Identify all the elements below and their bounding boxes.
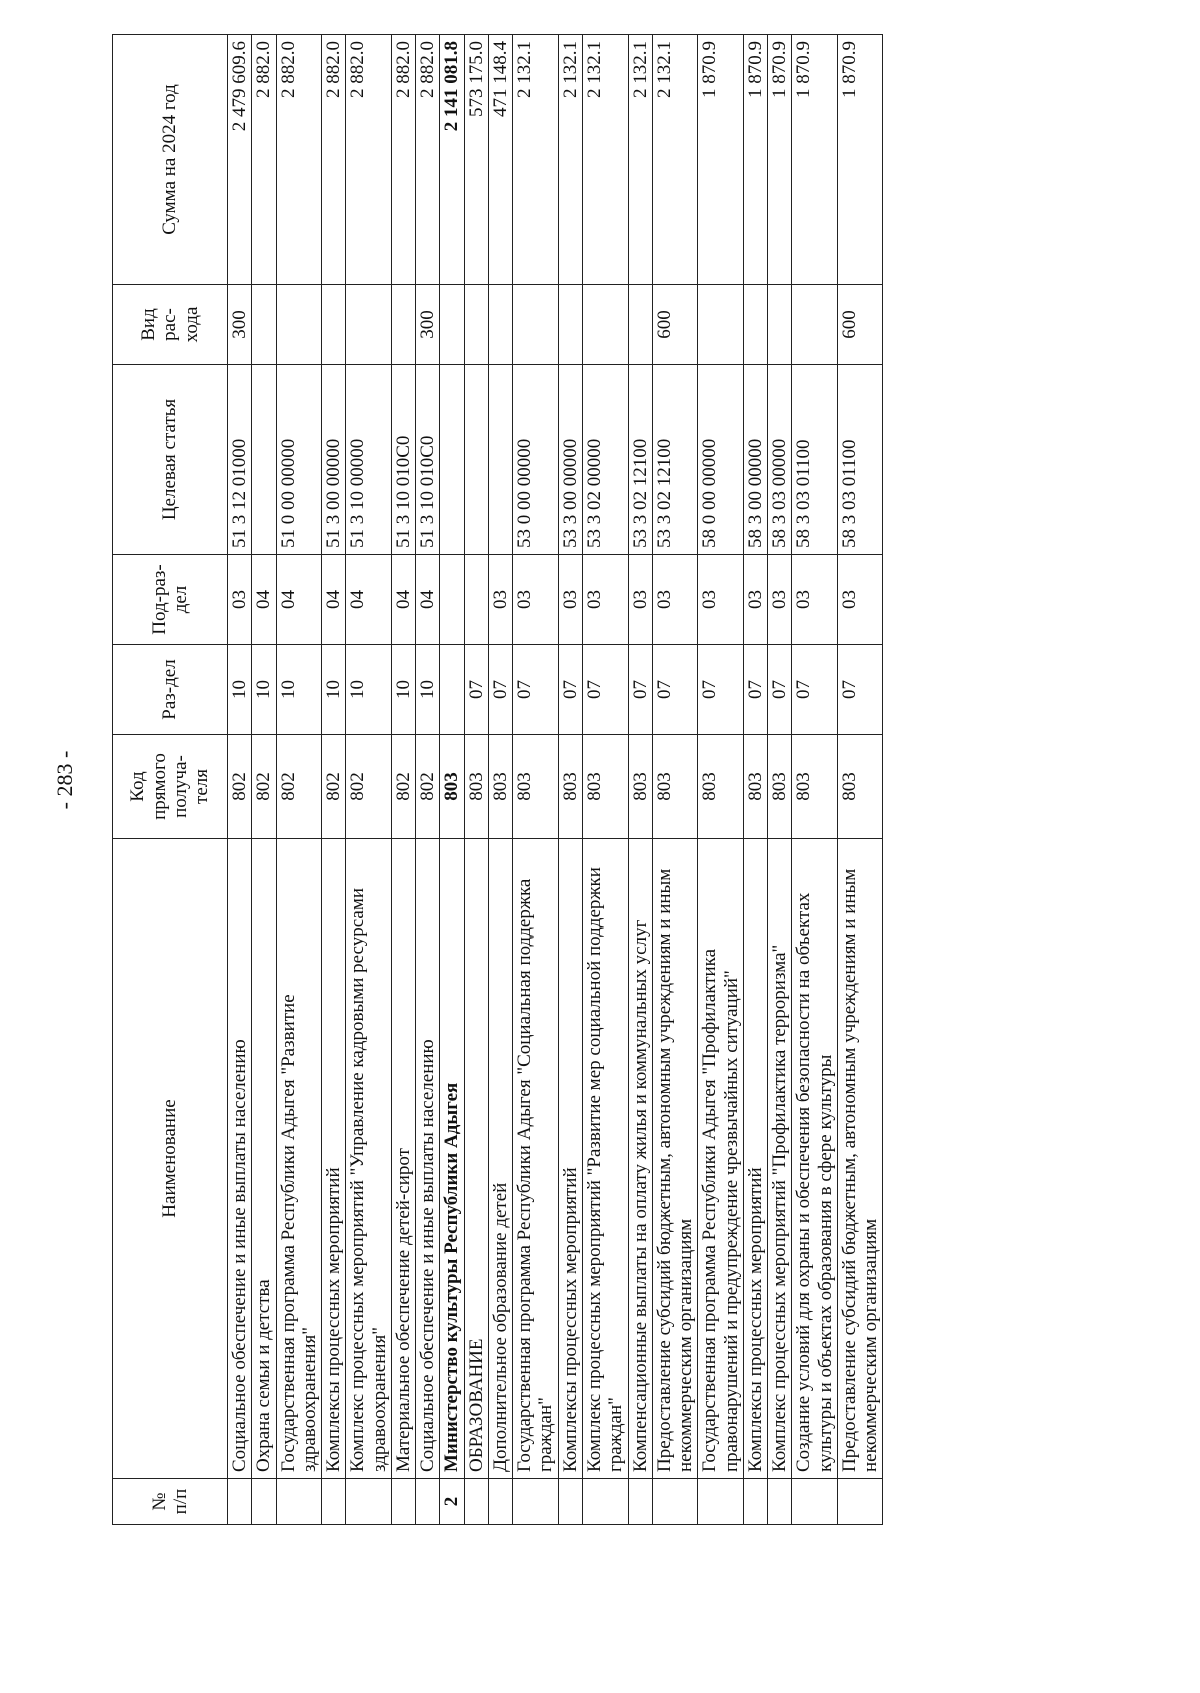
table-row: [792, 35, 838, 1525]
cell-podrazdel: 03: [792, 555, 838, 645]
cell-podrazdel: 04: [391, 555, 415, 645]
cell-podrazdel: [440, 555, 464, 645]
cell-vid: 600: [837, 285, 883, 365]
cell-sum: 2 132.1: [513, 35, 559, 285]
table-row: [346, 35, 392, 1525]
cell-num: [276, 1479, 322, 1525]
table-row: [228, 35, 252, 1525]
cell-code: 802: [322, 735, 346, 839]
cell-razdel: 10: [276, 645, 322, 735]
cell-code: 803: [698, 735, 744, 839]
cell-razdel: 07: [513, 645, 559, 735]
cell-vid: [628, 285, 652, 365]
table-row: [743, 35, 767, 1525]
cell-podrazdel: 04: [416, 555, 440, 645]
cell-name: Дополнительное образование детей: [488, 839, 512, 1479]
cell-podrazdel: 03: [582, 555, 628, 645]
cell-num: [768, 1479, 792, 1525]
cell-vid: [464, 285, 488, 365]
cell-sum: 1 870.9: [743, 35, 767, 285]
cell-num: [792, 1479, 838, 1525]
cell-vid: 300: [416, 285, 440, 365]
cell-article: 53 3 00 00000: [558, 365, 582, 555]
table-row: [698, 35, 744, 1525]
cell-article: 53 3 02 00000: [582, 365, 628, 555]
cell-razdel: 07: [792, 645, 838, 735]
cell-razdel: 07: [558, 645, 582, 735]
cell-num: [416, 1479, 440, 1525]
cell-code: 802: [346, 735, 392, 839]
cell-name: Комплексы процессных мероприятий: [558, 839, 582, 1479]
cell-sum: 2 132.1: [558, 35, 582, 285]
cell-article: 51 3 10 00000: [346, 365, 392, 555]
cell-article: 58 3 03 01100: [837, 365, 883, 555]
cell-name: Охрана семьи и детства: [252, 839, 276, 1479]
cell-sum: 471 148.4: [488, 35, 512, 285]
cell-sum: 1 870.9: [837, 35, 883, 285]
cell-name: Компенсационные выплаты на оплату жилья и коммунальных услуг: [628, 839, 652, 1479]
header-podrazdel: Под-раз-дел: [113, 555, 228, 645]
cell-code: 803: [628, 735, 652, 839]
cell-article: 53 3 02 12100: [652, 365, 698, 555]
cell-article: 58 3 03 01100: [792, 365, 838, 555]
cell-vid: [792, 285, 838, 365]
cell-podrazdel: 03: [628, 555, 652, 645]
cell-num: [228, 1479, 252, 1525]
table-row: [391, 35, 415, 1525]
table-row: [464, 35, 488, 1525]
cell-sum: 2 882.0: [252, 35, 276, 285]
cell-article: 58 0 00 00000: [698, 365, 744, 555]
cell-article: 51 3 00 00000: [322, 365, 346, 555]
cell-razdel: 10: [416, 645, 440, 735]
cell-code: 803: [837, 735, 883, 839]
cell-article: 58 3 03 00000: [768, 365, 792, 555]
cell-vid: [513, 285, 559, 365]
cell-name: Социальное обеспечение и иные выплаты населению: [416, 839, 440, 1479]
cell-article: 51 3 10 010С0: [391, 365, 415, 555]
cell-code: 803: [582, 735, 628, 839]
header-num: № п/п: [113, 1479, 228, 1525]
cell-name: Комплексы процессных мероприятий: [322, 839, 346, 1479]
cell-name: Комплекс процессных мероприятий "Профилактика терроризма": [768, 839, 792, 1479]
cell-razdel: 07: [582, 645, 628, 735]
cell-sum: 2 882.0: [322, 35, 346, 285]
cell-num: [391, 1479, 415, 1525]
cell-sum: 2 132.1: [652, 35, 698, 285]
cell-article: 51 3 12 01000: [228, 365, 252, 555]
cell-article: 53 3 02 12100: [628, 365, 652, 555]
cell-article: 58 3 00 00000: [743, 365, 767, 555]
cell-name: Комплекс процессных мероприятий "Управление кадровыми ресурсами здравоохранения": [346, 839, 392, 1479]
cell-code: 803: [558, 735, 582, 839]
cell-vid: [743, 285, 767, 365]
cell-num: [652, 1479, 698, 1525]
cell-sum: 1 870.9: [768, 35, 792, 285]
cell-code: 802: [391, 735, 415, 839]
cell-vid: 300: [228, 285, 252, 365]
cell-name: Государственная программа Республики Адыгея "Развитие здравоохранения": [276, 839, 322, 1479]
cell-podrazdel: 03: [652, 555, 698, 645]
cell-sum: 2 141 081.8: [440, 35, 464, 285]
cell-sum: 2 132.1: [582, 35, 628, 285]
page-number: - 283 -: [52, 750, 77, 810]
table-body: [228, 35, 883, 1525]
cell-name: Предоставление субсидий бюджетным, автономным учреждениям и иным некоммерческим организациям: [837, 839, 883, 1479]
cell-podrazdel: 04: [252, 555, 276, 645]
cell-sum: 2 882.0: [416, 35, 440, 285]
cell-name: Предоставление субсидий бюджетным, автономным учреждениям и иным некоммерческим организациям: [652, 839, 698, 1479]
cell-razdel: 10: [252, 645, 276, 735]
cell-name: Государственная программа Республики Адыгея "Социальная поддержка граждан": [513, 839, 559, 1479]
cell-razdel: 07: [488, 645, 512, 735]
cell-vid: [391, 285, 415, 365]
budget-table: [112, 34, 883, 1525]
table-row: [628, 35, 652, 1525]
cell-podrazdel: 03: [768, 555, 792, 645]
cell-vid: [276, 285, 322, 365]
cell-code: 802: [228, 735, 252, 839]
cell-article: [440, 365, 464, 555]
cell-podrazdel: 04: [276, 555, 322, 645]
cell-code: 803: [792, 735, 838, 839]
cell-article: [488, 365, 512, 555]
cell-sum: 1 870.9: [698, 35, 744, 285]
cell-sum: 2 882.0: [391, 35, 415, 285]
cell-podrazdel: 03: [743, 555, 767, 645]
cell-vid: [322, 285, 346, 365]
cell-vid: [582, 285, 628, 365]
cell-sum: 2 479 609.6: [228, 35, 252, 285]
cell-code: 802: [276, 735, 322, 839]
cell-razdel: [440, 645, 464, 735]
cell-razdel: 10: [228, 645, 252, 735]
cell-num: 2: [440, 1479, 464, 1525]
cell-name: Министерство культуры Республики Адыгея: [440, 839, 464, 1479]
cell-podrazdel: 03: [488, 555, 512, 645]
cell-num: [346, 1479, 392, 1525]
cell-num: [322, 1479, 346, 1525]
cell-vid: [346, 285, 392, 365]
header-row: [113, 35, 228, 1525]
cell-code: 803: [464, 735, 488, 839]
cell-num: [628, 1479, 652, 1525]
header-razdel: Раз-дел: [113, 645, 228, 735]
table-row: [416, 35, 440, 1525]
cell-vid: [698, 285, 744, 365]
cell-code: 803: [440, 735, 464, 839]
cell-sum: 2 882.0: [346, 35, 392, 285]
cell-vid: 600: [652, 285, 698, 365]
cell-podrazdel: 03: [558, 555, 582, 645]
table-row: [440, 35, 464, 1525]
cell-razdel: 07: [652, 645, 698, 735]
cell-podrazdel: [464, 555, 488, 645]
cell-name: Материальное обеспечение детей-сирот: [391, 839, 415, 1479]
cell-name: Создание условий для охраны и обеспечения безопасности на объектах культуры и объектах образования в сфере культуры: [792, 839, 838, 1479]
cell-num: [488, 1479, 512, 1525]
cell-name: Государственная программа Республики Адыгея "Профилактика правонарушений и предупреждение чрезвычайных ситуаций": [698, 839, 744, 1479]
cell-podrazdel: 03: [228, 555, 252, 645]
cell-podrazdel: 04: [322, 555, 346, 645]
cell-code: 803: [513, 735, 559, 839]
table-row: [558, 35, 582, 1525]
cell-num: [698, 1479, 744, 1525]
cell-article: 53 0 00 00000: [513, 365, 559, 555]
cell-razdel: 07: [628, 645, 652, 735]
cell-razdel: 07: [743, 645, 767, 735]
cell-vid: [768, 285, 792, 365]
header-vid: Вид рас-хода: [113, 285, 228, 365]
cell-razdel: 07: [698, 645, 744, 735]
cell-razdel: 10: [322, 645, 346, 735]
cell-name: ОБРАЗОВАНИЕ: [464, 839, 488, 1479]
cell-article: [252, 365, 276, 555]
cell-num: [558, 1479, 582, 1525]
cell-vid: [440, 285, 464, 365]
cell-article: 51 3 10 010С0: [416, 365, 440, 555]
cell-vid: [252, 285, 276, 365]
cell-razdel: 10: [346, 645, 392, 735]
table-row: [513, 35, 559, 1525]
cell-article: [464, 365, 488, 555]
header-code: Код прямого получа-теля: [113, 735, 228, 839]
cell-code: 803: [768, 735, 792, 839]
cell-code: 802: [416, 735, 440, 839]
table-row: [582, 35, 628, 1525]
cell-num: [252, 1479, 276, 1525]
table-row: [837, 35, 883, 1525]
cell-podrazdel: 03: [698, 555, 744, 645]
cell-name: Комплекс процессных мероприятий "Развитие мер социальной поддержки граждан": [582, 839, 628, 1479]
cell-code: 803: [743, 735, 767, 839]
cell-article: 51 0 00 00000: [276, 365, 322, 555]
table-row: [252, 35, 276, 1525]
header-name: Наименование: [113, 839, 228, 1479]
table-row: [652, 35, 698, 1525]
cell-podrazdel: 03: [513, 555, 559, 645]
cell-sum: 1 870.9: [792, 35, 838, 285]
cell-code: 803: [488, 735, 512, 839]
cell-code: 803: [652, 735, 698, 839]
cell-sum: 2 132.1: [628, 35, 652, 285]
cell-razdel: 07: [837, 645, 883, 735]
cell-code: 802: [252, 735, 276, 839]
cell-podrazdel: 03: [837, 555, 883, 645]
table-row: [488, 35, 512, 1525]
cell-sum: 573 175.0: [464, 35, 488, 285]
cell-name: Социальное обеспечение и иные выплаты населению: [228, 839, 252, 1479]
cell-num: [464, 1479, 488, 1525]
cell-num: [837, 1479, 883, 1525]
header-article: Целевая статья: [113, 365, 228, 555]
cell-razdel: 07: [464, 645, 488, 735]
table-row: [322, 35, 346, 1525]
cell-num: [743, 1479, 767, 1525]
table-row: [768, 35, 792, 1525]
cell-vid: [488, 285, 512, 365]
cell-podrazdel: 04: [346, 555, 392, 645]
cell-razdel: 07: [768, 645, 792, 735]
cell-vid: [558, 285, 582, 365]
cell-name: Комплексы процессных мероприятий: [743, 839, 767, 1479]
cell-num: [513, 1479, 559, 1525]
cell-num: [582, 1479, 628, 1525]
header-sum: Сумма на 2024 год: [113, 35, 228, 285]
rotated-page: [30, 35, 1140, 1525]
cell-razdel: 10: [391, 645, 415, 735]
table-row: [276, 35, 322, 1525]
cell-sum: 2 882.0: [276, 35, 322, 285]
